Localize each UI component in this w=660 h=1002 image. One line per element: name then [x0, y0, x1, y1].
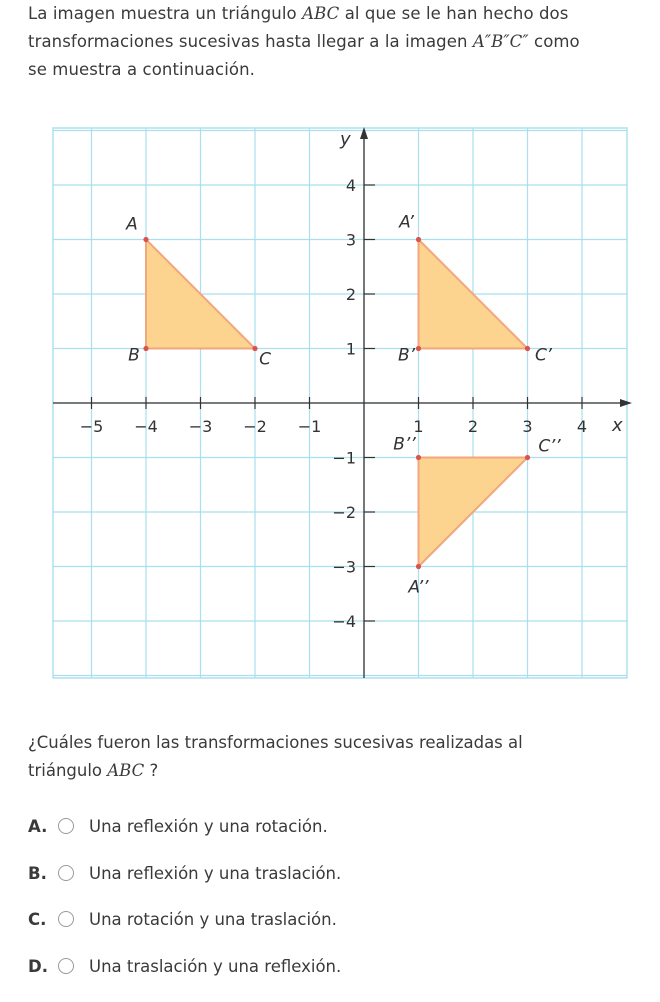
radio-button[interactable]: [58, 958, 74, 974]
option-text: Una reflexión y una traslación.: [89, 863, 342, 883]
y-tick-label: −4: [332, 612, 356, 631]
option-letter: D.: [28, 956, 48, 976]
y-tick-label: −1: [332, 448, 356, 468]
math-abc: ABC: [302, 4, 340, 23]
vertex-point: [416, 564, 421, 569]
y-tick-label: 3: [345, 230, 356, 250]
y-axis-label: y: [340, 129, 351, 150]
x-tick-label: 3: [522, 417, 533, 436]
y-axis-arrow: [360, 127, 368, 139]
option-letter: C.: [28, 909, 47, 929]
option-letter: B.: [28, 863, 47, 883]
question-line-1: La imagen muestra un triángulo ABC al que se le han hecho dos: [28, 4, 569, 23]
x-tick-label: −3: [188, 417, 213, 436]
option-d[interactable]: [28, 953, 341, 979]
math-abc-2: ABC: [107, 761, 145, 780]
x-tick-label: 4: [576, 417, 588, 436]
vertex-label: C’’: [538, 436, 561, 457]
vertex-point: [252, 346, 257, 351]
y-tick-label: −2: [332, 503, 356, 522]
option-b[interactable]: [28, 860, 341, 886]
vertex-label: C’: [535, 345, 552, 366]
x-tick-label: −1: [297, 417, 322, 436]
vertex-label: B’: [397, 345, 416, 366]
x-tick-label: −4: [134, 417, 158, 436]
radio-button[interactable]: [58, 818, 74, 834]
x-axis-arrow: [620, 399, 632, 407]
y-tick-label: −3: [332, 557, 356, 577]
radio-button[interactable]: [58, 911, 74, 927]
option-text: Una rotación y una traslación.: [89, 909, 337, 929]
x-tick-label: −5: [79, 417, 104, 436]
axes: [53, 127, 632, 678]
triangles: [125, 213, 561, 598]
question-2-line-1: ¿Cuáles fueron las transformaciones sucesivas realizadas al: [28, 733, 523, 752]
question-line-2: transformaciones sucesivas hasta llegar a la imagen A″B″C″ como: [28, 32, 580, 51]
vertex-label: A’’: [408, 577, 429, 598]
vertex-point: [143, 237, 148, 242]
vertex-label: B: [128, 345, 140, 366]
vertex-point: [416, 455, 421, 460]
vertex-label: C: [259, 349, 271, 370]
question-2-line-2: triángulo ABC ?: [28, 761, 159, 780]
vertex-label: A’: [399, 212, 414, 233]
vertex-label: A: [126, 214, 138, 235]
x-tick-label: 2: [467, 417, 479, 436]
radio-button[interactable]: [58, 865, 74, 881]
option-a[interactable]: [28, 813, 328, 839]
option-text: Una reflexión y una rotación.: [89, 816, 328, 836]
x-tick-label: 1: [413, 417, 424, 436]
x-tick-label: −2: [243, 417, 267, 436]
vertex-point: [416, 237, 421, 242]
option-letter: A.: [28, 816, 48, 836]
y-tick-label: 1: [345, 339, 356, 359]
vertex-point: [525, 346, 530, 351]
question-line-3: se muestra a continuación.: [28, 60, 255, 79]
vertex-point: [525, 455, 530, 460]
y-tick-label: 4: [345, 176, 356, 195]
option-c[interactable]: [28, 906, 337, 932]
x-axis-label: x: [612, 415, 623, 436]
option-text: Una traslación y una reflexión.: [89, 956, 342, 976]
vertex-point: [143, 346, 148, 351]
vertex-label: B’’: [393, 434, 416, 455]
math-abc-double-prime: A″B″C″: [472, 32, 529, 51]
vertex-point: [416, 346, 421, 351]
y-tick-label: 2: [345, 285, 356, 304]
question-2-text: [28, 729, 648, 785]
